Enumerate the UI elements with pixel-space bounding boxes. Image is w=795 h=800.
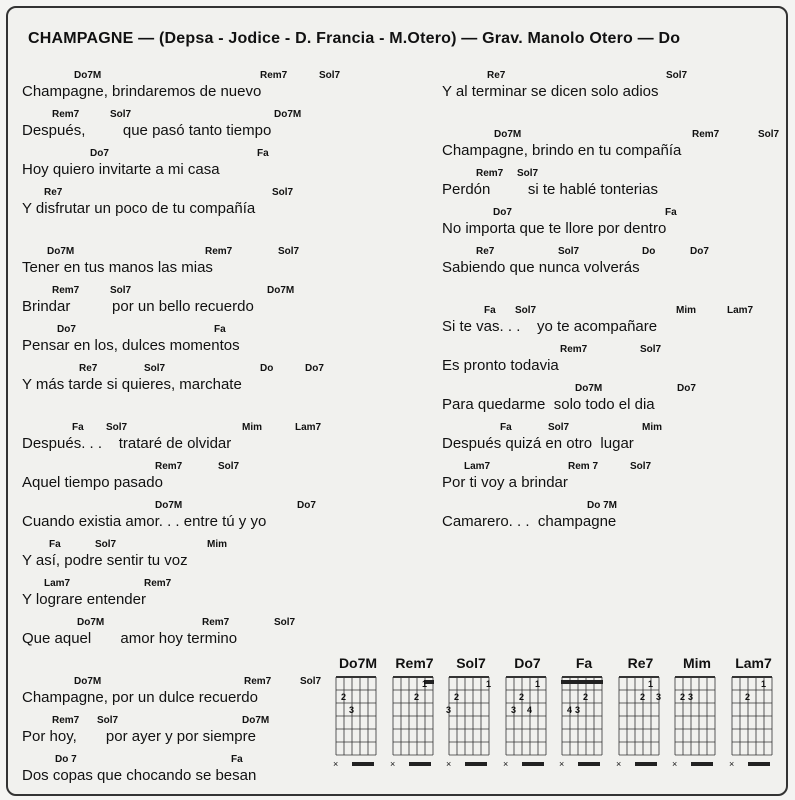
chord-label: Sol7: [319, 70, 341, 81]
chord-label: Rem 7: [568, 461, 599, 472]
finger-number: 3: [510, 705, 516, 715]
lyric-line: [22, 246, 422, 285]
chord-label: Rem7: [52, 285, 80, 296]
chord-label: Sol7: [666, 70, 688, 81]
chord-label: Do7M: [267, 285, 295, 296]
chord-label: Rem7: [244, 676, 272, 687]
lyric-line: [22, 70, 422, 109]
lyric-text: Tener en tus manos las mias: [22, 259, 213, 276]
lyric-line: [22, 363, 422, 402]
fretboard: [334, 675, 382, 775]
chord-label: Sol7: [97, 715, 119, 726]
chord-label: Mim: [676, 305, 696, 316]
chord-label: Sol7: [515, 305, 537, 316]
lyric-text: Perdón si te hablé tonterias: [442, 181, 658, 198]
finger-number: 2: [583, 692, 589, 702]
chord-row: [22, 148, 422, 161]
finger-number: 3: [446, 705, 452, 715]
finger-number: 2: [680, 692, 686, 702]
chord-label: Do7: [305, 363, 324, 374]
chord-diagram: [556, 655, 608, 785]
chord-label: Rem7: [202, 617, 230, 628]
chord-label: Re7: [44, 187, 63, 198]
lyric-text: Que aquel amor hoy termino: [22, 630, 238, 647]
lyric-line: [442, 70, 782, 109]
chord-row: [22, 500, 422, 513]
lyric-line: [22, 187, 422, 226]
chord-row: [22, 578, 422, 591]
chord-label: Do7M: [242, 715, 270, 726]
fretboard: [673, 675, 721, 775]
lyric-text: Y lograre entender: [22, 591, 146, 608]
lyric-line: [22, 109, 422, 148]
lyric-line: [442, 207, 782, 246]
muted-string-mark: ×: [672, 759, 678, 769]
lyric-text: Después quizá en otro lugar: [442, 435, 634, 452]
chord-row: [22, 109, 422, 122]
chord-label: Rem7: [260, 70, 288, 81]
lyric-text: Por ti voy a brindar: [442, 474, 568, 491]
string-bar-mark: [465, 762, 487, 766]
chord-diagram-name: Rem7: [395, 655, 434, 671]
chord-label: Re7: [476, 246, 495, 257]
chord-label: Sol7: [95, 539, 117, 550]
chord-label: Fa: [72, 422, 84, 433]
muted-string-mark: ×: [446, 759, 452, 769]
song-title: CHAMPAGNE — (Depsa - Jodice - D. Francia - M.Otero) — Grav. Manolo Otero — Do: [28, 30, 681, 47]
chord-label: Mim: [242, 422, 262, 433]
finger-number: 2: [454, 692, 460, 702]
lyric-text: Por hoy, por ayer y por siempre: [22, 728, 256, 745]
lyric-line: [22, 539, 422, 578]
chord-diagram: [500, 655, 552, 785]
string-bar-mark: [409, 762, 431, 766]
chord-label: Lam7: [727, 305, 754, 316]
finger-number: 2: [413, 692, 419, 702]
chord-diagram-name: Do7M: [338, 655, 378, 671]
chord-diagram-name: Mim: [683, 655, 711, 671]
lyric-text: Camarero. . . champagne: [442, 513, 617, 530]
chord-label: Sol7: [278, 246, 300, 257]
lyric-text: Después, que pasó tanto tiempo: [22, 122, 272, 139]
lyric-line: [442, 246, 782, 285]
chord-row: [442, 70, 782, 83]
chord-label: Rem7: [155, 461, 183, 472]
string-bar-mark: [635, 762, 657, 766]
chord-label: Do 7M: [587, 500, 617, 511]
lyric-text: Pensar en los, dulces momentos: [22, 337, 240, 354]
finger-number: 1: [486, 679, 492, 689]
chord-label: Rem7: [692, 129, 720, 140]
lyric-line: [22, 461, 422, 500]
finger-number: 3: [575, 705, 581, 715]
chord-label: Do7: [57, 324, 76, 335]
chord-label: Sol7: [272, 187, 294, 198]
lyric-line: [22, 285, 422, 324]
lyric-line: [22, 324, 422, 363]
chord-label: Fa: [484, 305, 496, 316]
lyric-text: Dos copas que chocando se besan: [22, 767, 257, 784]
chord-label: Do7M: [74, 70, 102, 81]
chord-label: Fa: [49, 539, 61, 550]
muted-string-mark: ×: [615, 759, 621, 769]
chord-label: Do7M: [155, 500, 183, 511]
chord-row: [442, 129, 782, 142]
fretboard: [504, 675, 552, 775]
fretboard: [391, 675, 439, 775]
chord-diagram-name: Fa: [575, 655, 593, 671]
lyric-line: [22, 422, 422, 461]
finger-number: 2: [744, 692, 750, 702]
chord-row: [22, 187, 422, 200]
finger-number: 4: [567, 705, 573, 715]
chord-row: [442, 461, 782, 474]
chord-row: [22, 539, 422, 552]
muted-string-mark: ×: [728, 759, 734, 769]
lyric-text: Y así, podre sentir tu voz: [22, 552, 188, 569]
chord-label: Sol7: [144, 363, 166, 374]
finger-number: 2: [518, 692, 524, 702]
chord-row: [22, 461, 422, 474]
chord-label: Sol7: [110, 109, 132, 120]
chord-row: [22, 285, 422, 298]
chord-label: Sol7: [630, 461, 652, 472]
chord-label: Do7M: [575, 383, 603, 394]
chord-label: Fa: [665, 207, 677, 218]
chord-label: Rem7: [205, 246, 233, 257]
lyric-text: Para quedarme solo todo el dia: [442, 396, 655, 413]
chord-row: [442, 168, 782, 181]
chord-label: Sol7: [640, 344, 662, 355]
chord-label: Sol7: [106, 422, 128, 433]
lyric-text: Brindar por un bello recuerdo: [22, 298, 254, 315]
chord-row: [22, 422, 422, 435]
chord-label: Fa: [257, 148, 269, 159]
chord-label: Rem7: [560, 344, 588, 355]
chord-label: Do7M: [274, 109, 302, 120]
finger-number: 1: [760, 679, 766, 689]
chord-label: Rem7: [144, 578, 172, 589]
chord-diagram-name: Lam7: [735, 655, 772, 671]
lyric-text: Y al terminar se dicen solo adios: [442, 83, 659, 100]
lyric-text: Hoy quiero invitarte a mi casa: [22, 161, 220, 178]
chord-label: Sol7: [517, 168, 539, 179]
chord-label: Sol7: [300, 676, 322, 687]
lyric-line: [442, 129, 782, 168]
string-bar-mark: [748, 762, 770, 766]
lyric-text: Y más tarde si quieres, marchate: [22, 376, 242, 393]
chord-label: Fa: [231, 754, 243, 765]
muted-string-mark: ×: [333, 759, 339, 769]
lyric-text: Aquel tiempo pasado: [22, 474, 163, 491]
chord-diagram-name: Do7: [514, 655, 541, 671]
lyric-text: Es pronto todavia: [442, 357, 559, 374]
chord-row: [442, 383, 782, 396]
chord-label: Do7: [90, 148, 109, 159]
finger-number: 1: [647, 679, 653, 689]
finger-number: 2: [341, 692, 347, 702]
lyric-line: [442, 168, 782, 207]
chord-label: Do 7: [55, 754, 77, 765]
barre-mark: [561, 680, 603, 684]
chord-row: [442, 305, 782, 318]
chord-label: Lam7: [295, 422, 322, 433]
chord-label: Sol7: [218, 461, 240, 472]
chord-label: Sol7: [548, 422, 570, 433]
lyric-line: [442, 461, 782, 500]
chord-diagram: [330, 655, 382, 785]
chord-label: Do7M: [77, 617, 105, 628]
lyric-text: Si te vas. . . yo te acompañare: [442, 318, 658, 335]
finger-number: 3: [655, 692, 661, 702]
string-bar-mark: [578, 762, 600, 766]
chord-label: Do7: [297, 500, 316, 511]
lyric-text: Y disfrutar un poco de tu compañía: [22, 200, 256, 217]
fretboard: [560, 675, 608, 775]
muted-string-mark: ×: [502, 759, 508, 769]
chord-row: [442, 422, 782, 435]
lyric-line: [22, 617, 422, 656]
fretboard: [617, 675, 665, 775]
chord-row: [22, 363, 422, 376]
chord-label: Rem7: [52, 109, 80, 120]
chord-label: Do: [642, 246, 656, 257]
lyric-line: [22, 148, 422, 187]
finger-number: 1: [421, 679, 427, 689]
chord-row: [22, 70, 422, 83]
finger-number: 1: [534, 679, 540, 689]
chord-diagram: [387, 655, 439, 785]
chord-row: [442, 207, 782, 220]
chord-label: Sol7: [110, 285, 132, 296]
muted-string-mark: ×: [559, 759, 565, 769]
lyric-text: Cuando existia amor. . . entre tú y yo: [22, 513, 267, 530]
chord-row: [442, 500, 782, 513]
chord-row: [442, 246, 782, 259]
lyric-line: [22, 500, 422, 539]
fretboard: [730, 675, 778, 775]
lyric-text: Después. . . trataré de olvidar: [22, 435, 232, 452]
chord-label: Rem7: [476, 168, 504, 179]
chord-label: Do7M: [494, 129, 522, 140]
lyric-text: Sabiendo que nunca volverás: [442, 259, 640, 276]
chord-label: Mim: [207, 539, 227, 550]
chord-label: Rem7: [52, 715, 80, 726]
chord-diagram: [726, 655, 778, 785]
chord-label: Do7M: [74, 676, 102, 687]
lyric-text: Champagne, brindo en tu compañía: [442, 142, 682, 159]
chord-label: Sol7: [274, 617, 296, 628]
chord-label: Do7M: [47, 246, 75, 257]
chord-diagrams: [330, 655, 785, 785]
right-lyrics-column: [442, 70, 782, 539]
chord-row: [22, 324, 422, 337]
muted-string-mark: ×: [389, 759, 395, 769]
chord-label: Fa: [500, 422, 512, 433]
chord-diagram-name: Re7: [627, 655, 654, 671]
chord-diagram: [443, 655, 495, 785]
chord-row: [442, 344, 782, 357]
chord-label: Sol7: [758, 129, 780, 140]
fretboard: [447, 675, 495, 775]
lyric-line: [442, 344, 782, 383]
lyric-line: [442, 422, 782, 461]
chord-label: Mim: [642, 422, 662, 433]
chord-diagram-name: Sol7: [456, 655, 486, 671]
string-bar-mark: [352, 762, 374, 766]
chord-label: Do7: [677, 383, 696, 394]
string-bar-mark: [522, 762, 544, 766]
chord-label: Re7: [487, 70, 506, 81]
lyric-line: [442, 500, 782, 539]
chord-label: Do7: [690, 246, 709, 257]
chord-label: Lam7: [464, 461, 491, 472]
string-bar-mark: [691, 762, 713, 766]
chord-label: Do7: [493, 207, 512, 218]
finger-number: 4: [526, 705, 532, 715]
chord-row: [22, 617, 422, 630]
chord-row: [22, 246, 422, 259]
chord-label: Lam7: [44, 578, 71, 589]
lyric-line: [442, 383, 782, 422]
lyric-text: Champagne, por un dulce recuerdo: [22, 689, 258, 706]
chord-diagram: [613, 655, 665, 785]
chord-label: Sol7: [558, 246, 580, 257]
finger-number: 2: [639, 692, 645, 702]
lyric-text: Champagne, brindaremos de nuevo: [22, 83, 262, 100]
lyric-line: [22, 578, 422, 617]
chord-label: Fa: [214, 324, 226, 335]
chord-diagram: [669, 655, 721, 785]
finger-number: 3: [349, 705, 355, 715]
finger-number: 3: [688, 692, 694, 702]
chord-label: Do: [260, 363, 274, 374]
lyric-line: [442, 305, 782, 344]
chord-label: Re7: [79, 363, 98, 374]
lyric-text: No importa que te llore por dentro: [442, 220, 667, 237]
